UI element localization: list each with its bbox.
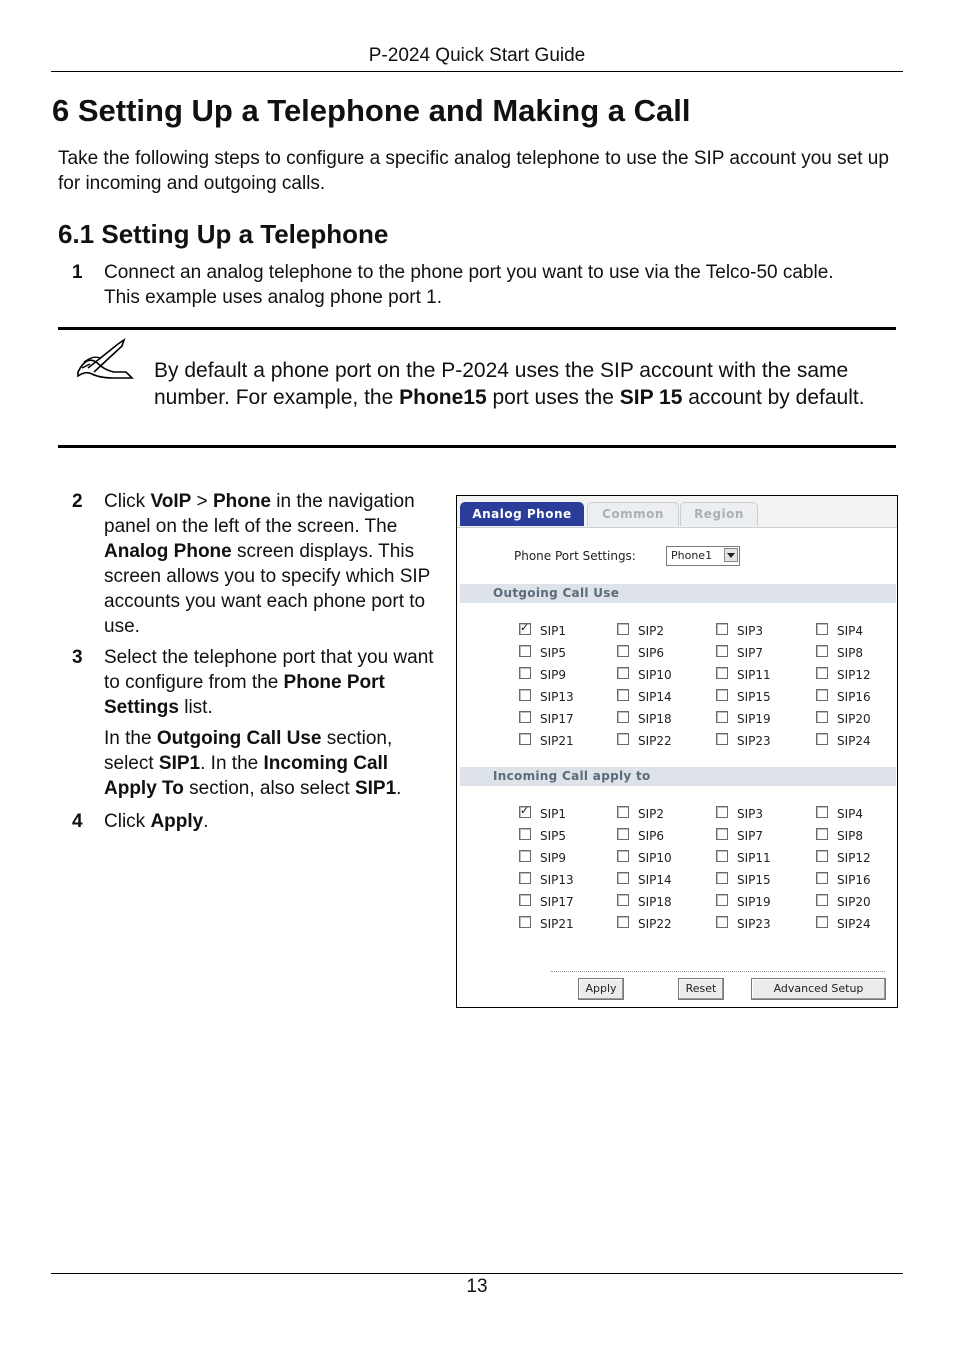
step-number: 2 [72, 491, 83, 512]
sip-label: SIP4 [837, 807, 864, 821]
sip-label: SIP5 [540, 646, 567, 660]
sip-label: SIP18 [638, 712, 672, 726]
sip-label: SIP20 [837, 895, 871, 909]
step-bold: Phone Port Settings [104, 672, 385, 718]
sip-label: SIP21 [540, 734, 574, 748]
step-bold: SIP1 [158, 753, 201, 774]
footer-rule [51, 1273, 903, 1274]
button-divider [551, 971, 885, 972]
sip-label: SIP3 [737, 624, 764, 638]
step-text: screen displays. This screen allows you to specify which SIP accounts you want each phone port to use. [104, 541, 430, 637]
section-intro: Take the following steps to configure a specific analog telephone to use the SIP account you set up for incoming and outgoing calls. [58, 148, 889, 194]
incoming-sip-checkbox[interactable] [716, 850, 728, 862]
chevron-down-icon[interactable] [724, 548, 738, 562]
sip-label: SIP12 [837, 668, 871, 682]
sip-label: SIP16 [837, 873, 871, 887]
outgoing-sip-checkbox[interactable] [519, 711, 531, 723]
incoming-sip-checkbox[interactable] [716, 916, 728, 928]
sip-label: SIP17 [540, 895, 574, 909]
sip-label: SIP12 [837, 851, 871, 865]
page-number: 13 [466, 1276, 488, 1297]
sip-label: SIP1 [540, 807, 567, 821]
incoming-sip-checkbox[interactable] [519, 828, 531, 840]
outgoing-sip-checkbox[interactable] [716, 711, 728, 723]
subsection-title: 6.1 Setting Up a Telephone [58, 219, 389, 249]
incoming-sip-checkbox[interactable] [816, 850, 828, 862]
sip-label: SIP5 [540, 829, 567, 843]
tab-region[interactable]: Region [680, 502, 758, 526]
step-number: 1 [72, 262, 83, 283]
step-text: Click [104, 811, 151, 832]
incoming-sip-checkbox[interactable] [519, 806, 531, 818]
sip-label: SIP9 [540, 851, 567, 865]
step-text: . [396, 778, 402, 799]
incoming-sip-checkbox[interactable] [716, 894, 728, 906]
outgoing-sip-checkbox[interactable] [716, 623, 728, 635]
note-text [154, 357, 894, 411]
step-3-paragraph-2 [104, 726, 442, 801]
incoming-sip-checkbox[interactable] [519, 894, 531, 906]
sip-label: SIP18 [638, 895, 672, 909]
incoming-sip-checkbox[interactable] [617, 872, 629, 884]
note-top-rule [58, 327, 896, 330]
step-text: In the [104, 728, 157, 749]
step-bold: Outgoing Call Use [156, 728, 322, 749]
apply-button[interactable]: Apply [578, 978, 624, 1000]
note-bold-phone15: Phone15 [399, 386, 487, 409]
sip-label: SIP24 [837, 917, 871, 931]
outgoing-sip-checkbox[interactable] [816, 711, 828, 723]
step-text: . In the [200, 753, 264, 774]
incoming-sip-checkbox[interactable] [519, 850, 531, 862]
analog-phone-screenshot [456, 495, 898, 1008]
incoming-sip-checkbox[interactable] [617, 894, 629, 906]
phone-port-select[interactable] [666, 546, 740, 566]
outgoing-sip-checkbox[interactable] [716, 645, 728, 657]
outgoing-sip-checkbox[interactable] [816, 623, 828, 635]
running-header: P-2024 Quick Start Guide [368, 45, 586, 66]
outgoing-sip-checkbox[interactable] [519, 667, 531, 679]
incoming-sip-checkbox[interactable] [716, 872, 728, 884]
step-text: . [203, 811, 209, 832]
tab-common[interactable]: Common [587, 502, 679, 526]
outgoing-sip-checkbox[interactable] [816, 645, 828, 657]
step-text: section, select [104, 728, 393, 774]
sip-label: SIP22 [638, 917, 672, 931]
step-text: Select the telephone port that you want to configure from the [104, 647, 434, 693]
incoming-sip-checkbox[interactable] [816, 806, 828, 818]
sip-label: SIP21 [540, 917, 574, 931]
step-bold: Apply [150, 811, 204, 832]
incoming-sip-checkbox[interactable] [617, 850, 629, 862]
step-3 [72, 645, 442, 801]
outgoing-sip-checkbox[interactable] [716, 733, 728, 745]
sip-label: SIP23 [737, 734, 771, 748]
sip-label: SIP2 [638, 807, 665, 821]
advanced-setup-button[interactable]: Advanced Setup [751, 978, 886, 1000]
step-text: in the navigation panel on the left of the screen. The [104, 491, 415, 537]
sip-label: SIP10 [638, 668, 672, 682]
sip-label: SIP24 [837, 734, 871, 748]
note-text-part: account by default. [682, 386, 865, 409]
tab-bar [457, 496, 897, 528]
incoming-sip-checkbox[interactable] [617, 828, 629, 840]
sip-label: SIP16 [837, 690, 871, 704]
sip-label: SIP20 [837, 712, 871, 726]
outgoing-sip-checkbox[interactable] [617, 689, 629, 701]
sip-label: SIP8 [837, 829, 864, 843]
note-bold-sip15: SIP 15 [619, 386, 683, 409]
outgoing-sip-checkbox[interactable] [519, 623, 531, 635]
incoming-sip-checkbox[interactable] [716, 828, 728, 840]
phone-port-settings-label: Phone Port Settings: [514, 549, 636, 563]
phone-port-select-value: Phone1 [671, 549, 713, 562]
note-bottom-rule [58, 445, 896, 448]
outgoing-sip-checkbox[interactable] [816, 667, 828, 679]
step-text: Click [104, 491, 151, 512]
incoming-sip-checkbox[interactable] [519, 916, 531, 928]
step-text: section, also select [183, 778, 355, 799]
sip-label: SIP23 [737, 917, 771, 931]
outgoing-sip-checkbox[interactable] [519, 645, 531, 657]
pencil-hand-icon [74, 338, 134, 382]
sip-label: SIP9 [540, 668, 567, 682]
step-number: 3 [72, 647, 83, 668]
incoming-call-apply-header: Incoming Call apply to [460, 767, 896, 786]
outgoing-sip-checkbox[interactable] [617, 711, 629, 723]
header-rule [51, 71, 903, 72]
sip-label: SIP14 [638, 873, 672, 887]
incoming-sip-checkbox[interactable] [816, 894, 828, 906]
sip-label: SIP2 [638, 624, 665, 638]
outgoing-sip-checkbox[interactable] [816, 689, 828, 701]
outgoing-sip-checkbox[interactable] [716, 689, 728, 701]
step-bold: Analog Phone [104, 541, 232, 562]
sip-label: SIP13 [540, 690, 574, 704]
step-bold: Incoming Call Apply To [104, 753, 389, 799]
step-4 [72, 809, 442, 834]
step-bold: VoIP [150, 491, 192, 512]
sip-label: SIP14 [638, 690, 672, 704]
sip-label: SIP11 [737, 668, 771, 682]
outgoing-sip-checkbox[interactable] [617, 623, 629, 635]
outgoing-sip-checkbox[interactable] [816, 733, 828, 745]
sip-label: SIP22 [638, 734, 672, 748]
note-text-part: By default a phone port on the P-2024 uses the SIP account with the same number. For example, the [154, 359, 849, 409]
outgoing-sip-checkbox[interactable] [617, 645, 629, 657]
section-title: 6 Setting Up a Telephone and Making a Call [52, 93, 691, 128]
outgoing-sip-checkbox[interactable] [716, 667, 728, 679]
sip-label: SIP10 [638, 851, 672, 865]
step-2 [72, 489, 442, 639]
sip-label: SIP1 [540, 624, 567, 638]
sip-label: SIP13 [540, 873, 574, 887]
sip-label: SIP15 [737, 690, 771, 704]
incoming-sip-checkbox[interactable] [519, 872, 531, 884]
incoming-sip-checkbox[interactable] [716, 806, 728, 818]
sip-label: SIP7 [737, 646, 764, 660]
incoming-sip-checkbox[interactable] [816, 872, 828, 884]
incoming-sip-checkbox[interactable] [617, 916, 629, 928]
sip-label: SIP4 [837, 624, 864, 638]
incoming-sip-checkbox[interactable] [816, 828, 828, 840]
step-bold: Phone [212, 491, 271, 512]
step-text: Connect an analog telephone to the phone port you want to use via the Telco-50 cable. This example uses analog phone port 1. [104, 262, 834, 308]
step-text: list. [178, 697, 213, 718]
tab-analog-phone[interactable]: Analog Phone [460, 502, 584, 526]
sip-label: SIP6 [638, 646, 665, 660]
note-text-part: port uses the [486, 386, 620, 409]
step-1 [72, 260, 872, 310]
outgoing-sip-checkbox[interactable] [519, 689, 531, 701]
outgoing-call-use-header: Outgoing Call Use [460, 584, 896, 603]
sip-label: SIP17 [540, 712, 574, 726]
step-number: 4 [72, 811, 83, 832]
incoming-sip-checkbox[interactable] [816, 916, 828, 928]
sip-label: SIP11 [737, 851, 771, 865]
step-text: > [191, 491, 213, 512]
sip-label: SIP19 [737, 895, 771, 909]
outgoing-sip-checkbox[interactable] [617, 733, 629, 745]
sip-label: SIP19 [737, 712, 771, 726]
sip-label: SIP7 [737, 829, 764, 843]
outgoing-sip-checkbox[interactable] [617, 667, 629, 679]
incoming-sip-checkbox[interactable] [617, 806, 629, 818]
sip-label: SIP3 [737, 807, 764, 821]
sip-label: SIP15 [737, 873, 771, 887]
sip-label: SIP6 [638, 829, 665, 843]
sip-label: SIP8 [837, 646, 864, 660]
outgoing-sip-checkbox[interactable] [519, 733, 531, 745]
reset-button[interactable]: Reset [678, 978, 724, 1000]
step-bold: SIP1 [354, 778, 397, 799]
